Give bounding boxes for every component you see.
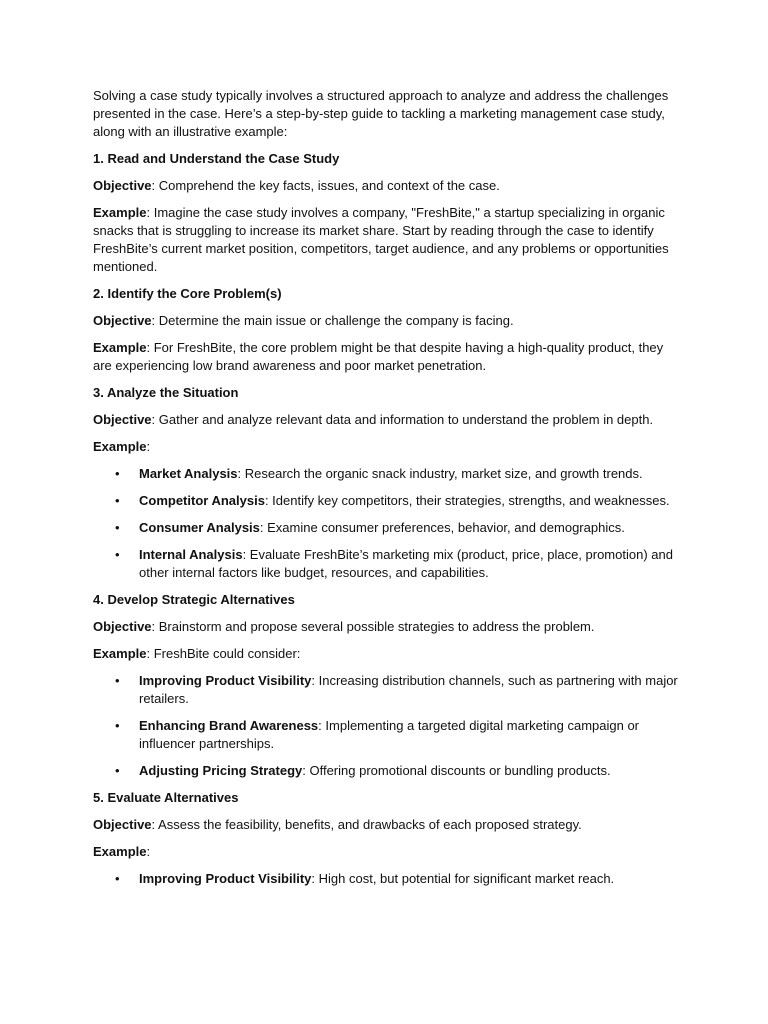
objective-paragraph xyxy=(93,816,683,834)
list-item-label: Market Analysis xyxy=(139,466,238,481)
bullet-list xyxy=(93,465,683,582)
list-item xyxy=(93,717,683,753)
list-item-label: Internal Analysis xyxy=(139,547,243,562)
list-item-label: Enhancing Brand Awareness xyxy=(139,718,319,733)
objective-paragraph-label: Objective xyxy=(93,412,152,427)
example-paragraph-label: Example xyxy=(93,439,147,454)
example-paragraph-text: : xyxy=(146,844,151,859)
list-item-label: Improving Product Visibility xyxy=(139,871,312,886)
list-item-text: : Examine consumer preferences, behavior, and demographics. xyxy=(259,520,625,535)
section-heading: 1. Read and Understand the Case Study xyxy=(93,151,340,166)
bullet-icon: • xyxy=(115,718,120,733)
list-item-text: : Offering promotional discounts or bundling products. xyxy=(302,763,611,778)
bullet-icon: • xyxy=(115,547,120,562)
bullet-icon: • xyxy=(115,673,120,688)
objective-paragraph-text: : Comprehend the key facts, issues, and context of the case. xyxy=(151,178,500,193)
objective-paragraph-text: : Determine the main issue or challenge the company is facing. xyxy=(151,313,514,328)
bullet-icon: • xyxy=(115,871,120,886)
objective-paragraph xyxy=(93,177,683,195)
example-paragraph-text: : xyxy=(146,439,151,454)
list-item-text: : Research the organic snack industry, market size, and growth trends. xyxy=(237,466,643,481)
section-heading: 2. Identify the Core Problem(s) xyxy=(93,286,282,301)
list-item xyxy=(93,672,683,708)
bullet-list xyxy=(93,672,683,780)
list-item xyxy=(93,465,683,483)
example-paragraph-text: : FreshBite could consider: xyxy=(146,646,301,661)
list-item-label: Competitor Analysis xyxy=(139,493,265,508)
bullet-icon: • xyxy=(115,493,120,508)
example-paragraph xyxy=(93,204,683,276)
section-heading: 4. Develop Strategic Alternatives xyxy=(93,592,295,607)
bullet-icon: • xyxy=(115,763,120,778)
bullet-icon: • xyxy=(115,466,120,481)
bullet-icon: • xyxy=(115,520,120,535)
example-paragraph-label: Example xyxy=(93,844,147,859)
example-paragraph-label: Example xyxy=(93,340,147,355)
list-item xyxy=(93,492,683,510)
example-paragraph-text: : For FreshBite, the core problem might be that despite having a high-quality product, they are experiencing low brand awareness and poor market penetration. xyxy=(93,340,664,373)
objective-paragraph-label: Objective xyxy=(93,313,152,328)
objective-paragraph-label: Objective xyxy=(93,817,152,832)
list-item-label: Consumer Analysis xyxy=(139,520,260,535)
objective-paragraph-label: Objective xyxy=(93,619,152,634)
list-item xyxy=(93,762,683,780)
list-item-label: Improving Product Visibility xyxy=(139,673,312,688)
list-item-label: Adjusting Pricing Strategy xyxy=(139,763,303,778)
objective-paragraph-text: : Assess the feasibility, benefits, and drawbacks of each proposed strategy. xyxy=(151,817,582,832)
example-paragraph-label: Example xyxy=(93,646,147,661)
objective-paragraph xyxy=(93,618,683,636)
intro-paragraph: Solving a case study typically involves a structured approach to analyze and address the challenges presented in the case. Here’s a step-by-step guide to tackling a marketing management case study, along with an illustrative example: xyxy=(93,88,669,139)
list-item-text: : Implementing a targeted digital marketing campaign or influencer partnerships. xyxy=(139,718,640,751)
section-heading: 5. Evaluate Alternatives xyxy=(93,790,239,805)
objective-paragraph xyxy=(93,312,683,330)
list-item xyxy=(93,519,683,537)
list-item-text: : Increasing distribution channels, such as partnering with major retailers. xyxy=(139,673,678,706)
list-item-text: : Identify key competitors, their strategies, strengths, and weaknesses. xyxy=(264,493,670,508)
section-heading: 3. Analyze the Situation xyxy=(93,385,239,400)
document-body xyxy=(93,87,683,897)
bullet-list xyxy=(93,870,683,888)
list-item-text: : High cost, but potential for significant market reach. xyxy=(311,871,615,886)
objective-paragraph-text: : Gather and analyze relevant data and information to understand the problem in depth. xyxy=(151,412,654,427)
example-paragraph xyxy=(93,339,683,375)
list-item-text: : Evaluate FreshBite’s marketing mix (product, price, place, promotion) and other internal factors like budget, resources, and capabilities. xyxy=(139,547,673,580)
example-paragraph xyxy=(93,645,683,663)
objective-paragraph-label: Objective xyxy=(93,178,152,193)
list-item xyxy=(93,870,683,888)
sections-container xyxy=(93,150,683,888)
objective-paragraph xyxy=(93,411,683,429)
example-paragraph-text: : Imagine the case study involves a company, "FreshBite," a startup specializing in organic snacks that is struggling to increase its market share. Start by reading through the case to identify FreshBite’s current market position, competitors, target audience, and any problems or opportunities mentioned. xyxy=(93,205,669,274)
example-paragraph xyxy=(93,843,683,861)
example-paragraph-label: Example xyxy=(93,205,147,220)
example-paragraph xyxy=(93,438,683,456)
list-item xyxy=(93,546,683,582)
objective-paragraph-text: : Brainstorm and propose several possible strategies to address the problem. xyxy=(151,619,595,634)
